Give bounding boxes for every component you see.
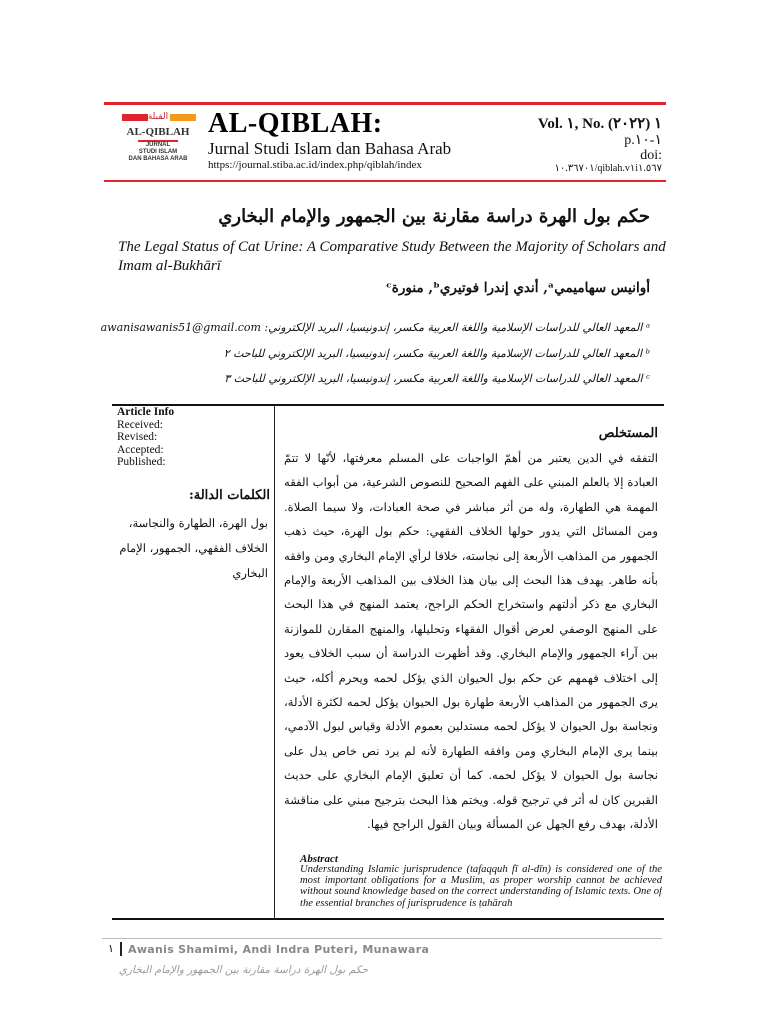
footer-rule	[102, 938, 662, 939]
abstract-english: Understanding Islamic jurisprudence (tafaqquh fī al-dīn) is considered one of the most important obligations for a Muslim, as proper worship cannot be achieved without sound knowledge based on the correct understanding of Islamic texts. One of the essential branches of jurisprudence is ṭahārah	[300, 864, 662, 909]
accepted-label: Accepted:	[117, 443, 164, 456]
abstract-heading-english: Abstract	[300, 853, 338, 865]
revised-label: Revised:	[117, 431, 158, 443]
journal-subtitle: Jurnal Studi Islam dan Bahasa Arab	[208, 139, 452, 158]
page-number: ١	[108, 942, 114, 955]
article-title-english: The Legal Status of Cat Urine: A Comparative Study Between the Majority of Scholars and Imam al-Bukhārī	[118, 239, 666, 274]
affiliation-a: ᵃ المعهد العالي للدراسات الإسلامية واللغة العربية مكسر، إندونيسيا، البريد الإلكتروني: awanisawanis51@gmail.com	[100, 321, 650, 334]
received-label: Received:	[117, 418, 163, 431]
footer-title-arabic: حكم بول الهرة دراسة مقارنة بين الجمهور والإمام البخاري	[118, 964, 368, 976]
article-info-panel	[117, 406, 174, 469]
affiliation-c: ᶜ المعهد العالي للدراسات الإسلامية واللغة العربية مكسر، إندونيسيا، البريد الإلكتروني للباحث ٣	[224, 372, 650, 385]
logo-brand: AL-QIBLAH	[126, 126, 190, 138]
header-top-rule	[104, 102, 666, 105]
doi-value[interactable]: ١٠.٣٦٧٠١/qiblah.v١i١.٥٦٧	[554, 163, 662, 174]
doi-label: doi:	[640, 148, 662, 163]
logo-arabic-text: القبلة	[147, 112, 169, 122]
article-title-arabic: حكم بول الهرة دراسة مقارنة بين الجمهور والإمام البخاري	[218, 206, 650, 227]
header-bottom-rule	[104, 180, 666, 182]
abstract-heading-arabic: المستخلص	[598, 426, 658, 441]
journal-logo	[118, 112, 198, 174]
keywords-list: بول الهرة، الطهارة والنجاسة، الخلاف الفقهي، الجمهور، الإمام البخاري	[119, 516, 268, 580]
published-label: Published:	[117, 456, 166, 468]
page-range: p.١-١٠	[624, 133, 662, 148]
journal-url-link[interactable]: https://journal.stiba.ac.id/index.php/qiblah/index	[208, 159, 422, 171]
journal-title: AL-QIBLAH:	[208, 108, 383, 139]
volume-info: Vol. ١, No. ١ (٢٠٢٢)	[537, 116, 662, 132]
footer-authors: Awanis Shamimi, Andi Indra Puteri, Munawara	[128, 943, 430, 956]
abstract-arabic: التفقه في الدين يعتبر من أهمّ الواجبات على المسلم معرفتها، لأنّها لا تتمّ العبادة إلا بالعلم المبني على الفهم الصحيح للنصوص الشرعية، من أبواب الفقه المهمة هي الطهارة، وله من أثر مباشر في صحة العبادات، ولا سيما الصلاة. ومن المسائل التي يدور حولها الخلاف الفقهي: حكم بول الهرة، حيث ذهب الجمهور من المذاهب الأربعة إلى نجاسته، خلافا لرأي الإمام البخاري ومن وافقه بأنه طاهر. يهدف هذا البحث إلى بيان هذا الخلاف بين المذاهب الأربعة والإمام البخاري مع ذكر أدلتهم واستخراج الحكم الراجح، يعتمد المنهج في هذا البحث على المنهج الوصفي لعرض أقوال الفقهاء وتحليلها، والمنهج المقارن للموازنة بين آراء الجمهور والإمام البخاري. وقد أظهرت الدراسة أن سبب الخلاف يعود إلى اختلاف فهمهم عن حكم بول الحيوان الذي يؤكل لحمه ويحرم أكله، حيث يرى الجمهور من المذاهب الأربعة طهارة بول الحيوان يؤكل لحمه لكثرة الأدلة، ونجاسة بول الحيوان لا يؤكل لحمه مستدلين بعموم الأدلة وقياس لبول الآدمي، بينما يرى الإمام البخاري ومن وافقه الطهارة لأنه لم يرد نص خاص يدل على نجاسة بول الحيوان لا يؤكل لحمه. كما أن تعليق الإمام البخاري على حديث القبرين كان له أثر في ترجيح قوله. ويختم هذا البحث بترجيح مبني على مناقشة الأدلة، بهدف رفع الجهل عن المسألة وبيان القول الراجح فيها.	[284, 451, 658, 832]
footer-separator	[120, 942, 122, 956]
article-authors: أوانيس سهاميميᵃ, أندي إندرا فوتيريᵇ, منورةᶜ	[386, 280, 650, 296]
article-info-heading: Article Info	[117, 406, 175, 418]
logo-subtitle: JURNAL STUDI ISLAM DAN BAHASA ARAB	[128, 142, 188, 162]
affiliation-b: ᵇ المعهد العالي للدراسات الإسلامية واللغة العربية مكسر، إندونيسيا، البريد الإلكتروني للباحث ٢	[223, 347, 650, 360]
column-divider	[274, 406, 275, 918]
keywords-heading: الكلمات الدالة:	[188, 488, 270, 503]
